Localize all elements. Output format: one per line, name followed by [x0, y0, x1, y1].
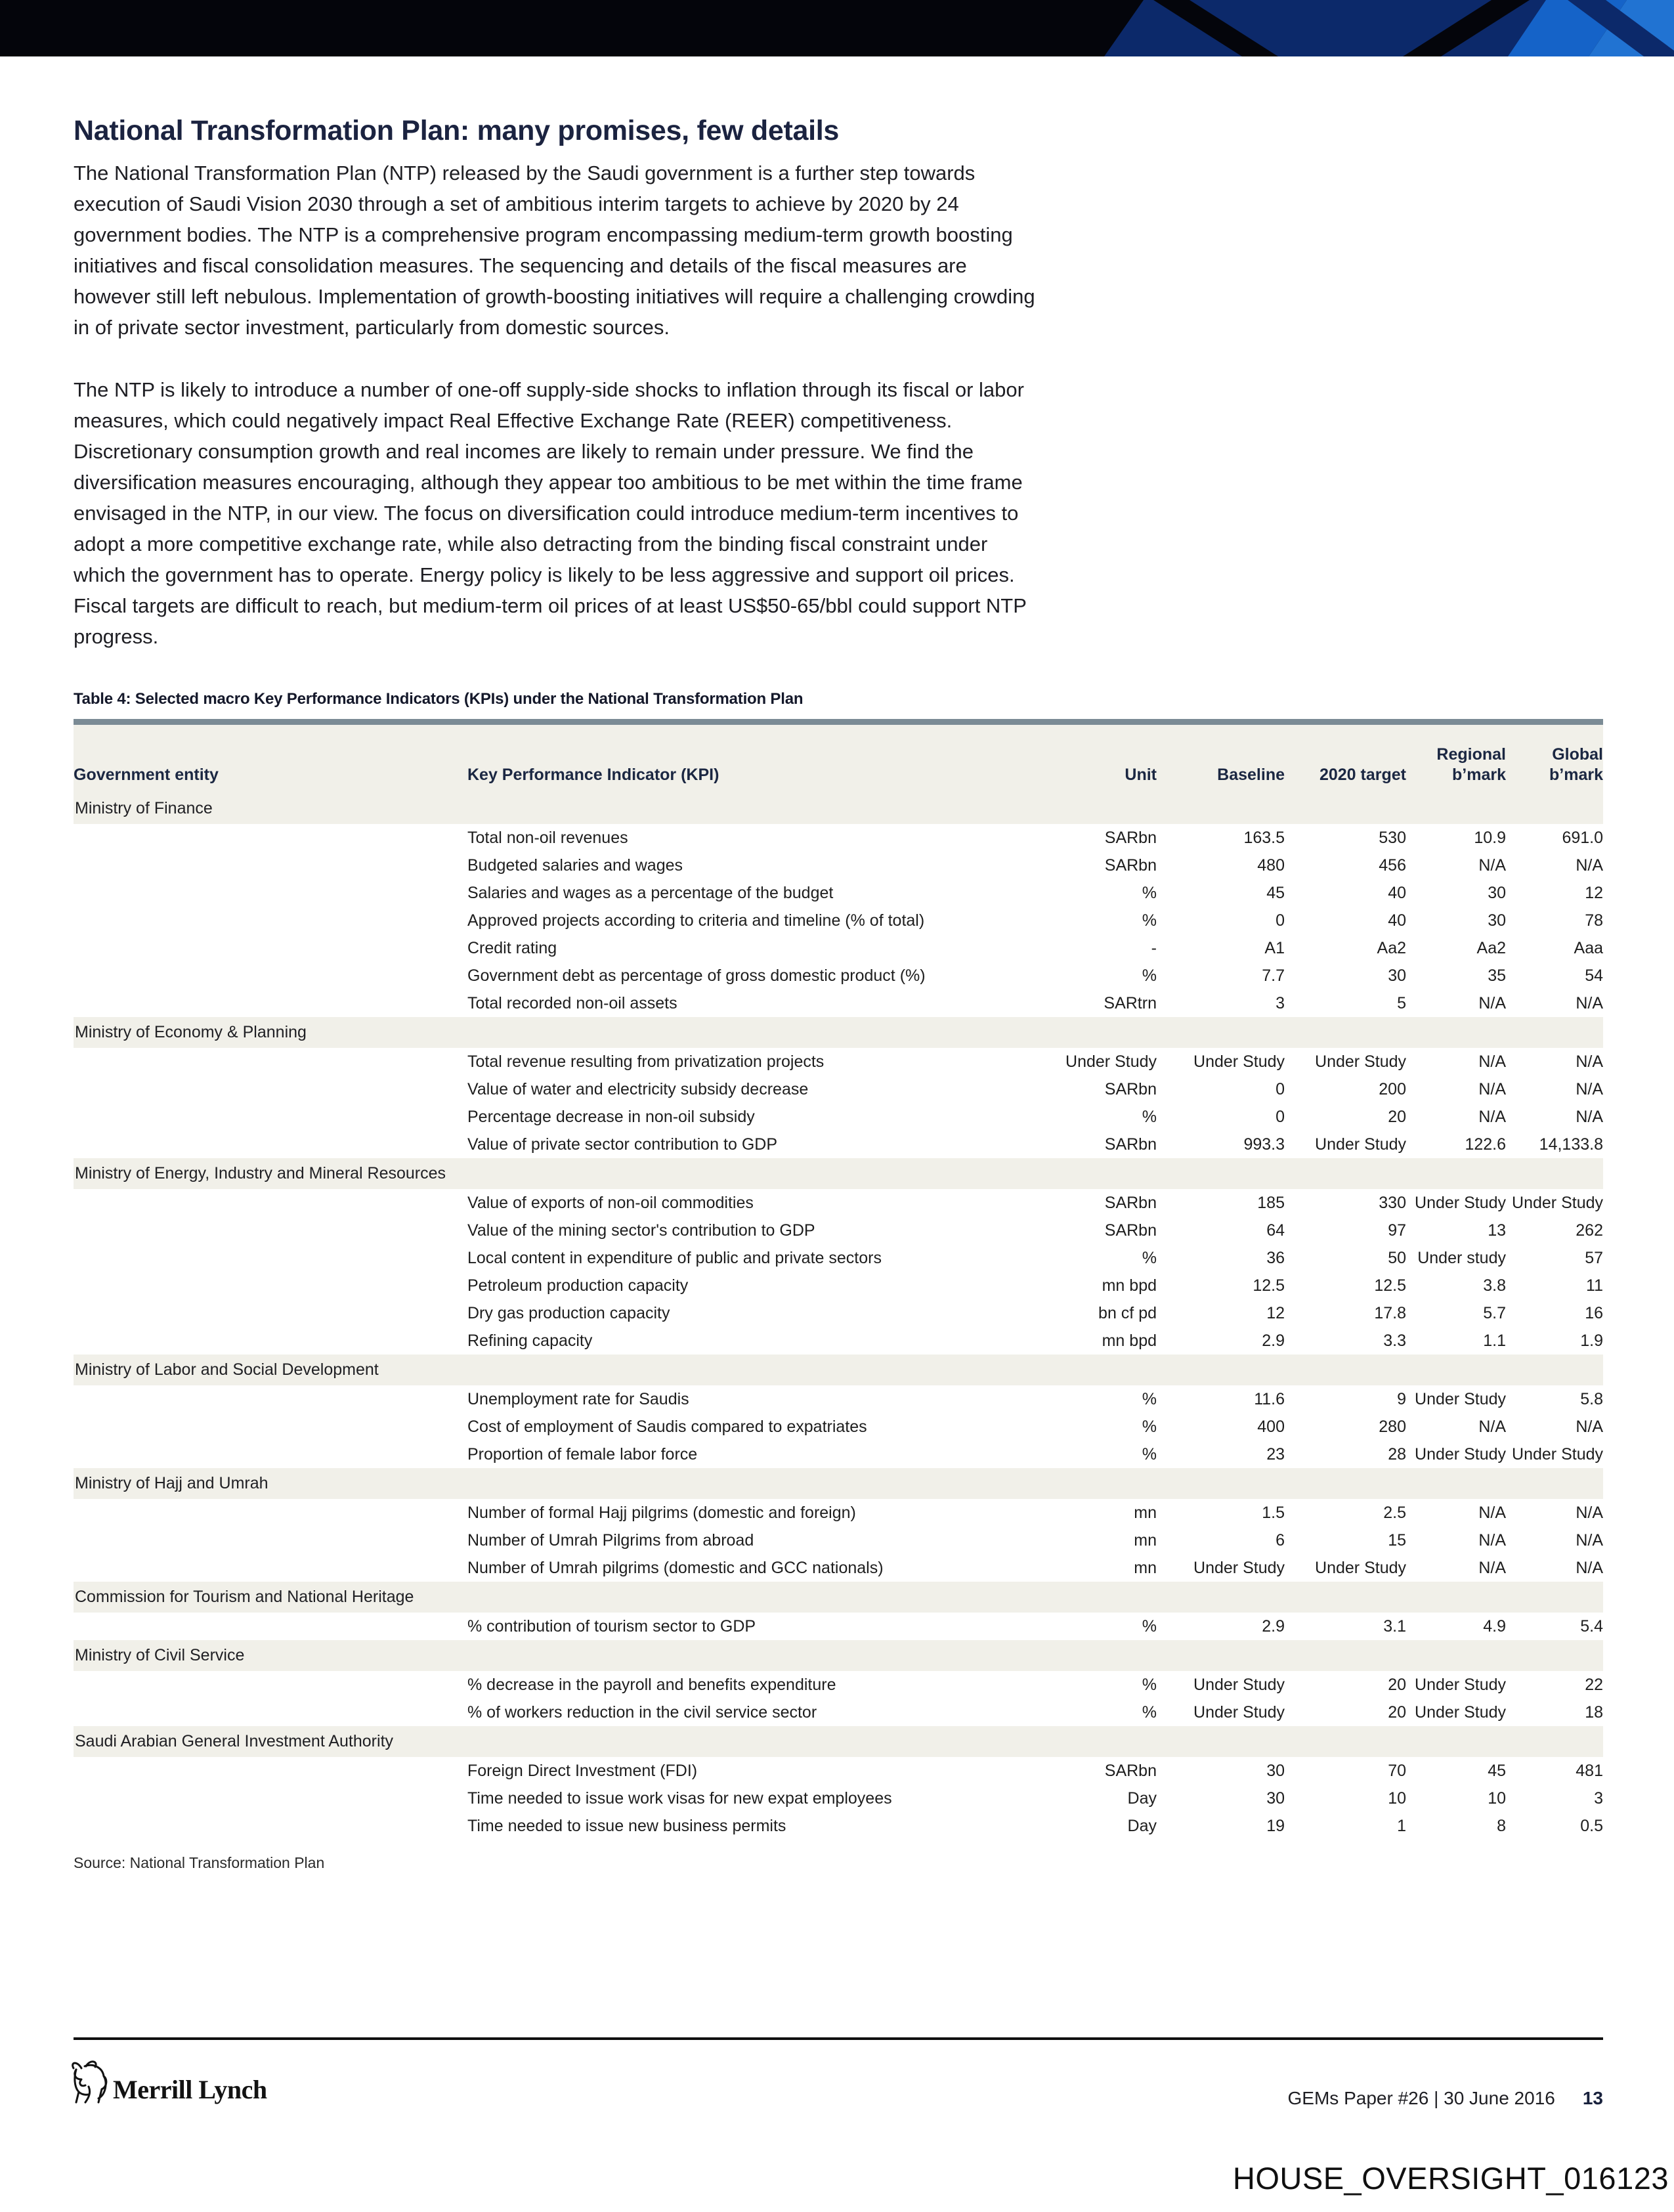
regional-bmark-cell: N/A	[1478, 1107, 1506, 1126]
entity-spacer-cell	[74, 1103, 467, 1131]
global-bmark-cell: N/A	[1576, 1530, 1603, 1550]
regional-bmark-cell: N/A	[1478, 1503, 1506, 1522]
baseline-cell: 64	[1266, 1221, 1285, 1240]
global-bmark-cell: 14,133.8	[1539, 1135, 1603, 1154]
kpi-cell: Approved projects according to criteria and timeline (% of total)	[467, 911, 925, 930]
regional-bmark-cell: Aa2	[1476, 938, 1506, 957]
kpi-cell: Number of Umrah pilgrims (domestic and GCC nationals)	[467, 1558, 884, 1577]
baseline-cell: 23	[1266, 1444, 1285, 1464]
baseline-cell: 0	[1276, 911, 1285, 930]
table-data-row	[74, 1699, 1603, 1726]
unit-cell: SARbn	[1104, 1079, 1157, 1098]
baseline-cell: 2.9	[1262, 1331, 1285, 1350]
unit-cell: %	[1142, 1417, 1157, 1436]
table-data-row	[74, 1189, 1603, 1217]
target-cell: 330	[1379, 1193, 1406, 1212]
entity-spacer-cell	[74, 1499, 467, 1527]
target-cell: 10	[1388, 1789, 1406, 1808]
target-cell: 456	[1379, 856, 1406, 875]
target-cell: 20	[1388, 1675, 1406, 1694]
global-bmark-cell: N/A	[1576, 1417, 1603, 1436]
table-section-row	[74, 793, 1603, 824]
regional-bmark-cell: 122.6	[1465, 1135, 1506, 1154]
kpi-cell: Number of Umrah Pilgrims from abroad	[467, 1530, 754, 1550]
unit-cell: %	[1142, 1107, 1157, 1126]
target-cell: 200	[1379, 1079, 1406, 1098]
unit-cell: SARtrn	[1104, 993, 1157, 1012]
entity-spacer-cell	[74, 1812, 467, 1840]
kpi-cell: Credit rating	[467, 938, 557, 957]
entity-spacer-cell	[74, 1299, 467, 1327]
target-cell: 28	[1388, 1444, 1406, 1464]
kpi-cell: Proportion of female labor force	[467, 1444, 698, 1464]
regional-bmark-cell: Under study	[1417, 1248, 1506, 1267]
regional-bmark-cell: N/A	[1478, 1079, 1506, 1098]
unit-cell: SARbn	[1104, 1135, 1157, 1154]
entity-spacer-cell	[74, 1131, 467, 1158]
target-cell: 15	[1388, 1530, 1406, 1550]
unit-cell: SARbn	[1104, 856, 1157, 875]
col-header-kpi: Key Performance Indicator (KPI)	[467, 722, 1045, 794]
kpi-cell: Government debt as percentage of gross domestic product (%)	[467, 966, 926, 985]
regional-bmark-cell: Under Study	[1415, 1389, 1506, 1408]
entity-spacer-cell	[74, 879, 467, 907]
unit-cell: mn bpd	[1102, 1276, 1157, 1295]
global-bmark-cell: Under Study	[1512, 1193, 1603, 1212]
col-header-global-bmark: Global b’mark	[1506, 722, 1603, 794]
unit-cell: mn	[1134, 1503, 1157, 1522]
target-cell: 280	[1379, 1417, 1406, 1436]
entity-spacer-cell	[74, 1785, 467, 1812]
global-bmark-cell: 0.5	[1580, 1816, 1603, 1835]
entity-spacer-cell	[74, 1757, 467, 1785]
baseline-cell: 6	[1276, 1530, 1285, 1550]
target-cell: Aa2	[1377, 938, 1406, 957]
regional-bmark-cell: 30	[1488, 911, 1506, 930]
regional-bmark-cell: N/A	[1478, 993, 1506, 1012]
table-section-row	[74, 1158, 1603, 1189]
table-data-row	[74, 1385, 1603, 1413]
regional-bmark-cell: 4.9	[1483, 1616, 1506, 1636]
baseline-cell: 11.6	[1254, 1389, 1285, 1408]
baseline-cell: 19	[1266, 1816, 1285, 1835]
unit-cell: %	[1142, 1248, 1157, 1267]
kpi-cell: Budgeted salaries and wages	[467, 856, 683, 875]
target-cell: 20	[1388, 1702, 1406, 1722]
target-cell: 40	[1388, 911, 1406, 930]
global-bmark-cell: N/A	[1576, 1079, 1603, 1098]
baseline-cell: 30	[1266, 1761, 1285, 1780]
target-cell: 97	[1388, 1221, 1406, 1240]
baseline-cell: 400	[1257, 1417, 1285, 1436]
baseline-cell: 12.5	[1253, 1276, 1285, 1295]
baseline-cell: 45	[1266, 883, 1285, 902]
baseline-cell: 7.7	[1262, 966, 1285, 985]
global-bmark-cell: 481	[1576, 1761, 1603, 1780]
kpi-cell: Refining capacity	[467, 1331, 593, 1350]
footer	[68, 2050, 1603, 2109]
kpi-cell: Salaries and wages as a percentage of the budget	[467, 883, 834, 902]
regional-bmark-cell: 5.7	[1483, 1303, 1506, 1322]
table-header-row	[74, 722, 1603, 794]
regional-bmark-cell: N/A	[1478, 1052, 1506, 1071]
regional-bmark-cell: 1.1	[1483, 1331, 1506, 1350]
global-bmark-cell: N/A	[1576, 1107, 1603, 1126]
regional-bmark-cell: N/A	[1478, 1558, 1506, 1577]
global-bmark-cell: N/A	[1576, 1558, 1603, 1577]
unit-cell: %	[1142, 1675, 1157, 1694]
merrill-lynch-wordmark: Merrill Lynch	[113, 2075, 267, 2104]
entity-spacer-cell	[74, 1699, 467, 1726]
baseline-cell: 3	[1276, 993, 1285, 1012]
target-cell: 2.5	[1383, 1503, 1406, 1522]
table-data-row	[74, 1499, 1603, 1527]
target-cell: 17.8	[1374, 1303, 1406, 1322]
table-section-row	[74, 1726, 1603, 1757]
col-header-government-entity: Government entity	[74, 722, 467, 794]
page-number: 13	[1582, 2088, 1603, 2108]
regional-bmark-cell: N/A	[1478, 1530, 1506, 1550]
unit-cell: SARbn	[1104, 1221, 1157, 1240]
unit-cell: %	[1142, 1702, 1157, 1722]
unit-cell: mn	[1134, 1558, 1157, 1577]
unit-cell: Under Study	[1065, 1052, 1157, 1071]
table-data-row	[74, 1613, 1603, 1640]
unit-cell: Day	[1127, 1789, 1157, 1808]
baseline-cell: 30	[1266, 1789, 1285, 1808]
kpi-table	[74, 719, 1603, 1840]
table-data-row	[74, 1327, 1603, 1355]
global-bmark-cell: 18	[1585, 1702, 1603, 1722]
regional-bmark-cell: 30	[1488, 883, 1506, 902]
table-source-note: Source: National Transformation Plan	[74, 1854, 325, 1871]
kpi-cell: Petroleum production capacity	[467, 1276, 689, 1295]
kpi-cell: Number of formal Hajj pilgrims (domestic and foreign)	[467, 1503, 856, 1522]
table-data-row	[74, 1441, 1603, 1468]
baseline-cell: A1	[1264, 938, 1285, 957]
unit-cell: Day	[1127, 1816, 1157, 1835]
table-data-row	[74, 1217, 1603, 1244]
table-section-row	[74, 1355, 1603, 1385]
kpi-cell: Total revenue resulting from privatization projects	[467, 1052, 825, 1071]
unit-cell: %	[1142, 1616, 1157, 1636]
entity-section-cell: Ministry of Hajj and Umrah	[74, 1468, 1603, 1499]
target-cell: 30	[1388, 966, 1406, 985]
entity-spacer-cell	[74, 1554, 467, 1582]
regional-bmark-cell: N/A	[1478, 856, 1506, 875]
entity-spacer-cell	[74, 824, 467, 852]
col-header-regional-bmark: Regional b’mark	[1406, 722, 1506, 794]
entity-spacer-cell	[74, 1217, 467, 1244]
merrill-lynch-bull-icon	[68, 2058, 110, 2109]
regional-bmark-cell: Under Study	[1415, 1675, 1506, 1694]
paper-reference: GEMs Paper #26 | 30 June 2016	[1287, 2088, 1555, 2108]
entity-section-cell: Ministry of Labor and Social Development	[74, 1355, 1603, 1385]
footer-meta	[1288, 2088, 1603, 2109]
baseline-cell: 12	[1266, 1303, 1285, 1322]
page-content	[74, 56, 1603, 1872]
kpi-cell: Value of the mining sector's contribution to GDP	[467, 1221, 815, 1240]
table-data-row	[74, 1671, 1603, 1699]
entity-section-cell: Saudi Arabian General Investment Authority	[74, 1726, 1603, 1757]
unit-cell: mn bpd	[1102, 1331, 1157, 1350]
baseline-cell: Under Study	[1193, 1675, 1285, 1694]
kpi-cell: Total non-oil revenues	[467, 828, 628, 847]
entity-section-cell: Ministry of Economy & Planning	[74, 1017, 1603, 1048]
global-bmark-cell: 1.9	[1580, 1331, 1603, 1350]
entity-spacer-cell	[74, 934, 467, 962]
baseline-cell: 1.5	[1262, 1503, 1285, 1522]
target-cell: 12.5	[1374, 1276, 1406, 1295]
table-data-row	[74, 907, 1603, 934]
unit-cell: %	[1142, 911, 1157, 930]
target-cell: 3.1	[1383, 1616, 1406, 1636]
global-bmark-cell: Under Study	[1512, 1444, 1603, 1464]
baseline-cell: Under Study	[1193, 1702, 1285, 1722]
baseline-cell: 2.9	[1262, 1616, 1285, 1636]
global-bmark-cell: 78	[1585, 911, 1603, 930]
entity-section-cell: Commission for Tourism and National Heritage	[74, 1582, 1603, 1613]
baseline-cell: 480	[1257, 856, 1285, 875]
table-data-row	[74, 1131, 1603, 1158]
unit-cell: %	[1142, 966, 1157, 985]
entity-spacer-cell	[74, 1244, 467, 1272]
kpi-cell: Percentage decrease in non-oil subsidy	[467, 1107, 755, 1126]
kpi-cell: Time needed to issue new business permits	[467, 1816, 786, 1835]
target-cell: 20	[1388, 1107, 1406, 1126]
table-data-row	[74, 852, 1603, 879]
merrill-lynch-logo	[68, 2050, 267, 2109]
entity-spacer-cell	[74, 1327, 467, 1355]
kpi-cell: Dry gas production capacity	[467, 1303, 670, 1322]
baseline-cell: Under Study	[1193, 1558, 1285, 1577]
global-bmark-cell: 5.8	[1580, 1389, 1603, 1408]
unit-cell: SARbn	[1104, 1193, 1157, 1212]
table-data-row	[74, 962, 1603, 989]
baseline-cell: 0	[1276, 1079, 1285, 1098]
bates-stamp: HOUSE_OVERSIGHT_016123	[1232, 2161, 1669, 2196]
target-cell: 5	[1397, 993, 1406, 1012]
entity-spacer-cell	[74, 852, 467, 879]
table-data-row	[74, 1299, 1603, 1327]
table-data-row	[74, 1413, 1603, 1441]
kpi-cell: Foreign Direct Investment (FDI)	[467, 1761, 698, 1780]
global-bmark-cell: Aaa	[1574, 938, 1603, 957]
table-data-row	[74, 1812, 1603, 1840]
col-header-baseline: Baseline	[1157, 722, 1285, 794]
regional-bmark-cell: Under Study	[1415, 1444, 1506, 1464]
entity-spacer-cell	[74, 1413, 467, 1441]
regional-bmark-cell: 8	[1497, 1816, 1506, 1835]
table-data-row	[74, 1075, 1603, 1103]
entity-section-cell: Ministry of Finance	[74, 793, 1603, 824]
entity-spacer-cell	[74, 1671, 467, 1699]
regional-bmark-cell: Under Study	[1415, 1702, 1506, 1722]
entity-section-cell: Ministry of Civil Service	[74, 1640, 1603, 1671]
target-cell: 9	[1397, 1389, 1406, 1408]
baseline-cell: Under Study	[1193, 1052, 1285, 1071]
table-section-row	[74, 1640, 1603, 1671]
kpi-cell: Cost of employment of Saudis compared to expatriates	[467, 1417, 867, 1436]
global-bmark-cell: 54	[1585, 966, 1603, 985]
baseline-cell: 36	[1266, 1248, 1285, 1267]
target-cell: 530	[1379, 828, 1406, 847]
page-title: National Transformation Plan: many promises, few details	[74, 115, 839, 146]
entity-spacer-cell	[74, 962, 467, 989]
table-data-row	[74, 1103, 1603, 1131]
target-cell: Under Study	[1315, 1558, 1406, 1577]
global-bmark-cell: 12	[1585, 883, 1603, 902]
table-data-row	[74, 1527, 1603, 1554]
masthead-graphic	[0, 0, 1674, 56]
target-cell: 50	[1388, 1248, 1406, 1267]
target-cell: Under Study	[1315, 1135, 1406, 1154]
kpi-cell: Value of private sector contribution to GDP	[467, 1135, 777, 1154]
table-section-row	[74, 1468, 1603, 1499]
target-cell: 3.3	[1383, 1331, 1406, 1350]
global-bmark-cell: 691.0	[1562, 828, 1603, 847]
regional-bmark-cell: N/A	[1478, 1417, 1506, 1436]
regional-bmark-cell: 3.8	[1483, 1276, 1506, 1295]
target-cell: 70	[1388, 1761, 1406, 1780]
entity-spacer-cell	[74, 1527, 467, 1554]
kpi-cell: Unemployment rate for Saudis	[467, 1389, 689, 1408]
unit-cell: %	[1142, 1389, 1157, 1408]
unit-cell: %	[1142, 883, 1157, 902]
body-paragraph: The NTP is likely to introduce a number of one-off supply-side shocks to inflation through its fiscal or labor measures, which could negatively impact Real Effective Exchange Rate (REER) competitiveness. Discretionary consumption growth and real incomes are likely to remain under pressure. We find the diversification measures encouraging, although they appear too ambitious to be met within the time frame envisaged in the NTP, in our view. The focus on diversification could introduce medium-term incentives to adopt a more competitive exchange rate, while also detracting from the binding fiscal constraint under which the government has to operate. Energy policy is likely to be less aggressive and support oil prices. Fiscal targets are difficult to reach, but medium-term oil prices of at least US$50-65/bbl could support NTP progress.	[74, 378, 1027, 648]
table-data-row	[74, 1785, 1603, 1812]
global-bmark-cell: N/A	[1576, 856, 1603, 875]
kpi-cell: % of workers reduction in the civil service sector	[467, 1702, 817, 1722]
global-bmark-cell: 5.4	[1580, 1616, 1603, 1636]
baseline-cell: 185	[1257, 1193, 1285, 1212]
entity-spacer-cell	[74, 989, 467, 1017]
baseline-cell: 163.5	[1243, 828, 1285, 847]
table-data-row	[74, 934, 1603, 962]
kpi-cell: Value of water and electricity subsidy decrease	[467, 1079, 809, 1098]
kpi-cell: % decrease in the payroll and benefits expenditure	[467, 1675, 836, 1694]
regional-bmark-cell: 10.9	[1474, 828, 1506, 847]
global-bmark-cell: 22	[1585, 1675, 1603, 1694]
unit-cell: bn cf pd	[1098, 1303, 1157, 1322]
regional-bmark-cell: 35	[1488, 966, 1506, 985]
table-data-row	[74, 989, 1603, 1017]
entity-spacer-cell	[74, 1441, 467, 1468]
kpi-cell: Total recorded non-oil assets	[467, 993, 677, 1012]
kpi-cell: Local content in expenditure of public and private sectors	[467, 1248, 882, 1267]
target-cell: 40	[1388, 883, 1406, 902]
regional-bmark-cell: 45	[1488, 1761, 1506, 1780]
global-bmark-cell: 262	[1576, 1221, 1603, 1240]
global-bmark-cell: 3	[1594, 1789, 1603, 1808]
table-data-row	[74, 1757, 1603, 1785]
kpi-cell: Value of exports of non-oil commodities	[467, 1193, 754, 1212]
entity-spacer-cell	[74, 1075, 467, 1103]
global-bmark-cell: N/A	[1576, 993, 1603, 1012]
table-section-row	[74, 1017, 1603, 1048]
global-bmark-cell: N/A	[1576, 1052, 1603, 1071]
kpi-cell: % contribution of tourism sector to GDP	[467, 1616, 756, 1636]
global-bmark-cell: 11	[1586, 1276, 1603, 1295]
table-caption: Table 4: Selected macro Key Performance Indicators (KPIs) under the National Transformation Plan	[74, 690, 804, 708]
table-data-row	[74, 1048, 1603, 1075]
col-header-unit: Unit	[1045, 722, 1157, 794]
entity-section-cell: Ministry of Energy, Industry and Mineral Resources	[74, 1158, 1603, 1189]
regional-bmark-cell: 13	[1488, 1221, 1506, 1240]
unit-cell: mn	[1134, 1530, 1157, 1550]
body-paragraph: The National Transformation Plan (NTP) released by the Saudi government is a further step towards execution of Saudi Vision 2030 through a set of ambitious interim targets to achieve by 2020 by 24 government bodies. The NTP is a comprehensive program encompassing medium-term growth boosting initiatives and fiscal consolidation measures. The sequencing and details of the fiscal measures are however still left nebulous. Implementation of growth-boosting initiatives will require a challenging crowding in of private sector investment, particularly from domestic sources.	[74, 162, 1035, 339]
table-section-row	[74, 1582, 1603, 1613]
unit-cell: SARbn	[1104, 828, 1157, 847]
footer-divider	[74, 2037, 1603, 2040]
table-data-row	[74, 1272, 1603, 1299]
baseline-cell: 0	[1276, 1107, 1285, 1126]
entity-spacer-cell	[74, 1189, 467, 1217]
target-cell: Under Study	[1315, 1052, 1406, 1071]
unit-cell: -	[1151, 938, 1157, 957]
entity-spacer-cell	[74, 1613, 467, 1640]
baseline-cell: 993.3	[1243, 1135, 1285, 1154]
global-bmark-cell: N/A	[1576, 1503, 1603, 1522]
entity-spacer-cell	[74, 907, 467, 934]
table-data-row	[74, 1554, 1603, 1582]
target-cell: 1	[1397, 1816, 1406, 1835]
global-bmark-cell: 57	[1585, 1248, 1603, 1267]
regional-bmark-cell: Under Study	[1415, 1193, 1506, 1212]
table-data-row	[74, 824, 1603, 852]
entity-spacer-cell	[74, 1272, 467, 1299]
entity-spacer-cell	[74, 1048, 467, 1075]
table-data-row	[74, 1244, 1603, 1272]
col-header-2020-target: 2020 target	[1285, 722, 1406, 794]
table-data-row	[74, 879, 1603, 907]
unit-cell: %	[1142, 1444, 1157, 1464]
entity-spacer-cell	[74, 1385, 467, 1413]
global-bmark-cell: 16	[1585, 1303, 1603, 1322]
unit-cell: SARbn	[1104, 1761, 1157, 1780]
regional-bmark-cell: 10	[1488, 1789, 1506, 1808]
kpi-cell: Time needed to issue work visas for new expat employees	[467, 1789, 892, 1808]
